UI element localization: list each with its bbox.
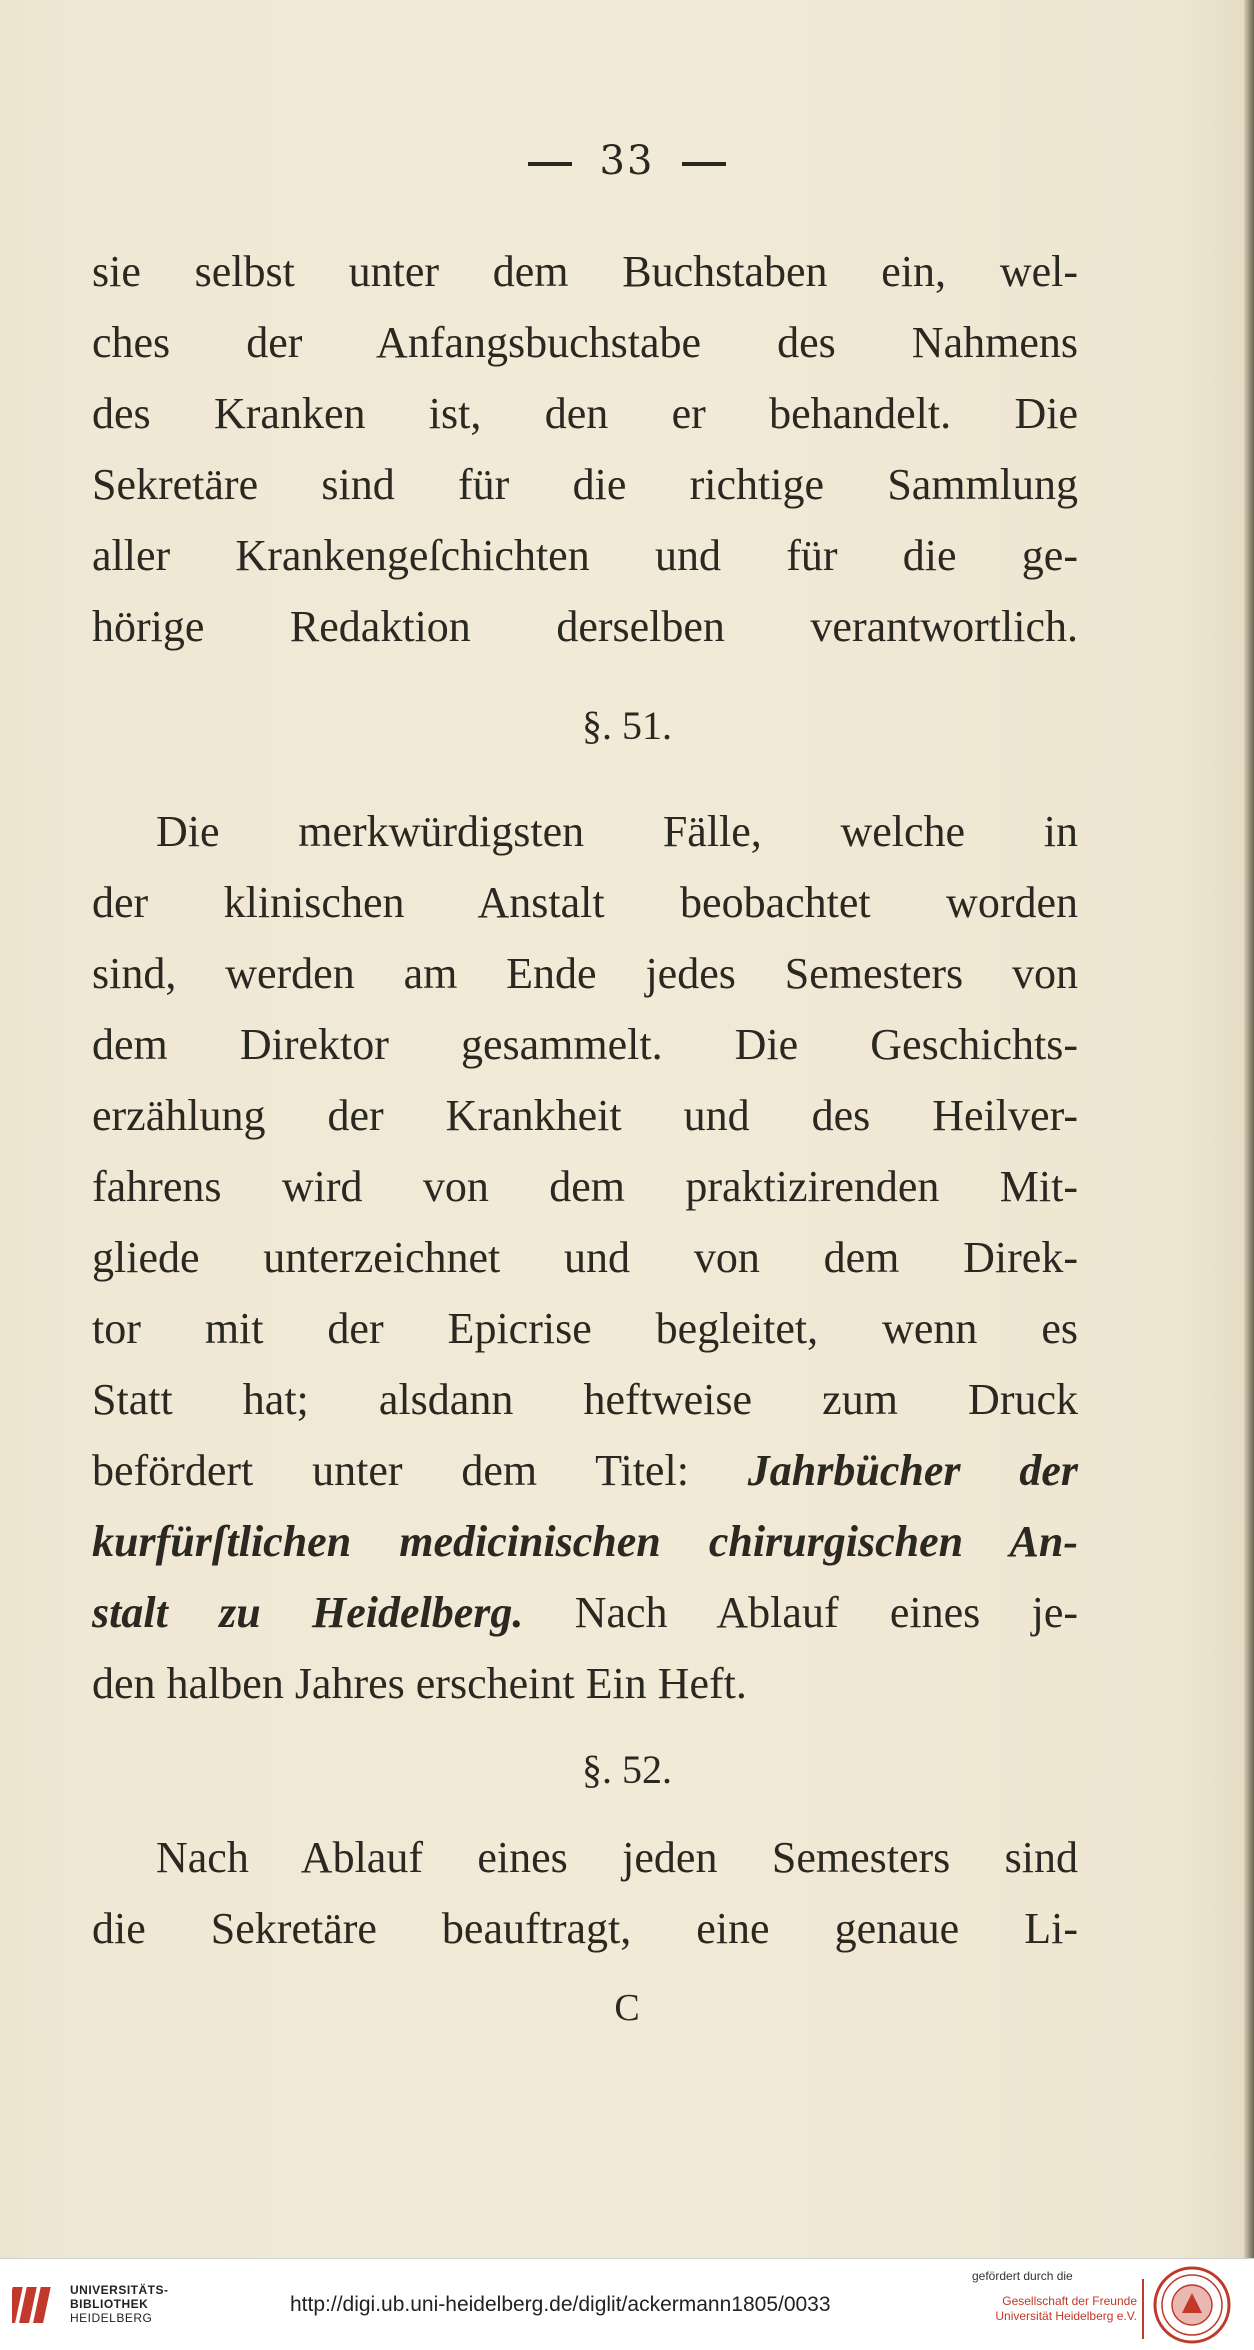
sponsor-org-line1: Gesellschaft der Freunde <box>1002 2294 1137 2308</box>
paragraph-3 <box>92 1822 1078 1964</box>
text-line: sind, werden am Ende jedes Semesters von <box>92 949 1078 998</box>
text-line: die Sekretäre beauftragt, eine genaue Li- <box>92 1904 1078 1953</box>
library-name-line3: HEIDELBERG <box>70 2311 153 2325</box>
text-line: der klinischen Anstalt beobachtet worden <box>92 878 1078 927</box>
sponsor-org-line2: Universität Heidelberg e.V. <box>995 2309 1137 2323</box>
header-dash-right <box>682 162 726 166</box>
paragraph-1 <box>92 236 1078 662</box>
text-line: tor mit der Epicrise begleitet, wenn es <box>92 1304 1078 1353</box>
university-seal-icon <box>1152 2265 1232 2345</box>
text-line: ches der Anfangsbuchstabe des Nahmens <box>92 318 1078 367</box>
text-line <box>92 1577 1078 1648</box>
section-heading-51: §. 51. <box>582 703 672 748</box>
page-edge-shadow <box>1244 0 1254 2258</box>
text-line: erzählung der Krankheit und des Heilver- <box>92 1091 1078 1140</box>
text-line: Sekretäre sind für die richtige Sammlung <box>92 460 1078 509</box>
paragraph-2 <box>92 796 1078 1719</box>
header-dash-left <box>528 162 572 166</box>
text-line: des Kranken ist, den er behandelt. Die <box>92 389 1078 438</box>
title-italic: Jahrbücher der <box>747 1446 1079 1495</box>
page-number: 33 <box>599 138 655 184</box>
footer-bar <box>0 2258 1254 2350</box>
page-header <box>0 138 1254 184</box>
text-line <box>92 1435 1078 1506</box>
text-line: Die merkwürdigsten Fälle, welche in <box>156 807 1078 856</box>
text-line-italic: kurfürſtlichen medicinischen chirurgischen An- <box>92 1517 1078 1566</box>
text-line: Statt hat; alsdann heftweise zum Druck <box>92 1375 1078 1424</box>
text-line: Nach Ablauf eines jeden Semesters sind <box>156 1833 1078 1882</box>
text-line: hörige Redaktion derselben verantwortlich. <box>92 602 1078 651</box>
text-line: dem Direktor gesammelt. Die Geschichts- <box>92 1020 1078 1069</box>
text-segment: befördert unter dem Titel: <box>92 1446 689 1495</box>
text-line: fahrens wird von dem praktizirenden Mit- <box>92 1162 1078 1211</box>
section-heading-52: §. 52. <box>582 1747 672 1792</box>
university-library-logo-icon <box>12 2281 60 2329</box>
title-italic: stalt zu Heidelberg. <box>92 1588 524 1637</box>
text-line: aller Krankengeſchichten und für die ge- <box>92 531 1078 580</box>
text-segment: Nach Ablauf eines je- <box>574 1588 1079 1637</box>
text-line: sie selbst unter dem Buchstaben ein, wel- <box>92 247 1078 296</box>
library-name-line1: UNIVERSITÄTS- <box>70 2283 169 2297</box>
sponsor-divider <box>1142 2279 1144 2339</box>
sponsor-credit <box>972 2269 1137 2324</box>
sponsor-by-label: gefördert durch die <box>972 2269 1073 2283</box>
library-name-line2: BIBLIOTHEK <box>70 2297 149 2311</box>
text-line: den halben Jahres erscheint Ein Heft. <box>92 1659 747 1708</box>
text-line: gliede unterzeichnet und von dem Direk- <box>92 1233 1078 1282</box>
permalink-url[interactable]: http://digi.ub.uni-heidelberg.de/diglit/ackermann1805/0033 <box>290 2293 831 2316</box>
signature-mark: C <box>614 1987 640 2029</box>
library-name <box>70 2283 169 2325</box>
